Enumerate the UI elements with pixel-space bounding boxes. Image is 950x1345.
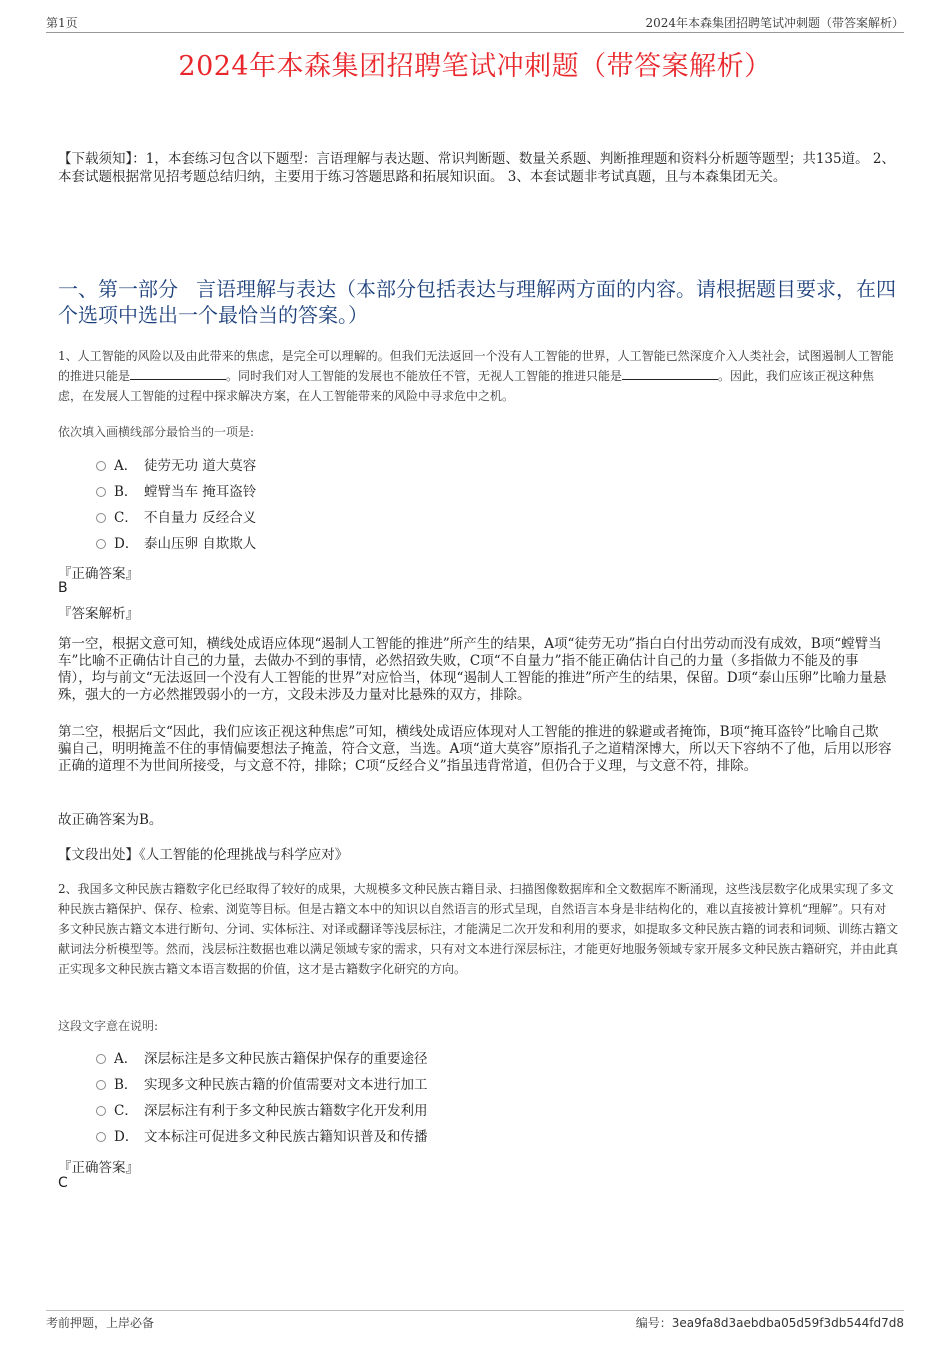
radio-icon[interactable] [96,1132,106,1142]
section-title: 言语理解与表达（本部分包括表达与理解两方面的内容。请根据题目要求，在四个选项中选出一个最恰当的答案。） [58,277,896,327]
question-1-answer-label: 『正确答案』 [58,566,139,582]
question-2-prompt: 这段文字意在说明: [58,1019,159,1033]
question-2-option-d[interactable] [96,1128,428,1146]
option-letter: B． [114,484,138,500]
option-letter: C． [114,1103,138,1119]
option-letter: B． [114,1077,138,1093]
radio-icon[interactable] [96,513,106,523]
option-text: 徒劳无功 道大莫容 [144,458,257,474]
option-letter: A． [114,1051,138,1067]
option-letter: D． [114,1129,139,1145]
header-doc-title: 2024年本森集团招聘笔试冲刺题（带答案解析） [645,16,904,30]
question-1-part-a: 1、人工智能的风险以及由此带来的焦虑，是完全可以理解的。但我们无法返回一个没有人工智能的世界，人工智能已然深度介入人类社会，试图遏制人工智能的推进只能是 [58,349,894,383]
option-text: 实现多文种民族古籍的价值需要对文本进行加工 [144,1077,428,1093]
radio-icon[interactable] [96,1080,106,1090]
question-2-option-b[interactable] [96,1076,428,1094]
question-1-prompt: 依次填入画横线部分最恰当的一项是: [58,425,255,439]
question-1-analysis-2: 第二空，根据后文“因此，我们应该正视这种焦虑”可知，横线处成语应体现对人工智能的推进的躲避或者掩饰，B项“掩耳盗铃”比喻自己欺骗自己，明明掩盖不住的事情偏要想法子掩盖，符合文意，当选。A项“道大莫容”原指孔子之道精深博大，所以天下容纳不了他，后用以形容正确的道理不为世间所接受，与文意不符，排除；C项“反经合义”指虽违背常道，但仍合于义理，与文意不符，排除。 [58,724,892,774]
radio-icon[interactable] [96,461,106,471]
question-2-text: 2、我国多文种民族古籍数字化已经取得了较好的成果，大规模多文种民族古籍目录、扫描图像数据库和全文数据库不断涌现，这些浅层数字化成果实现了多文种民族古籍保护、保存、检索、浏览等目标。但是古籍文本中的知识以自然语言的形式呈现，自然语言本身是非结构化的，难以直接被计算机“理解”。只有对多文种民族古籍文本进行断句、分词、实体标注、对译或翻译等浅层标注，才能满足二次开发和利用的要求，如提取多文种民族古籍的词表和词频、训练古籍文献词法分析模型等。然而，浅层标注数据也难以满足领域专家的需求，只有对文本进行深层标注，才能更好地服务领域专家开展多文种民族古籍研究，并由此真正实现多文种民族古籍文本语言数据的价值，这才是古籍数字化研究的方向。 [58,882,899,976]
page-number: 第1页 [46,16,78,30]
question-2-answer: C [58,1175,68,1191]
option-letter: A． [114,458,138,474]
question-1-text [58,346,898,406]
section-part: 一、第一部分 [58,277,178,301]
option-text: 深层标注是多文种民族古籍保护保存的重要途径 [144,1051,428,1067]
footer-code-value: 3ea9fa8d3aebdba05d59f3db544fd7d8 [671,1316,904,1330]
header-divider [46,32,904,33]
radio-icon[interactable] [96,1054,106,1064]
question-1-part-b: 。同时我们对人工智能的发展也不能放任不管，无视人工智能的推进只能是 [226,369,623,383]
download-notice: 【下载须知】：1，本套练习包含以下题型：言语理解与表达题、常识判断题、数量关系题、判断推理题和资料分析题等题型；共135道。 2、本套试题根据常见招考题总结归纳，主要用于练习答题思路和拓展知识面。 3、本套试题非考试真题，且与本森集团无关。 [58,151,895,185]
question-1-option-a[interactable] [96,457,256,475]
option-text: 不自量力 反经合义 [144,510,257,526]
question-1-analysis-1: 第一空，根据文意可知，横线处成语应体现“遏制人工智能的推进”所产生的结果，A项“徒劳无功”指白白付出劳动而没有成效，B项“螳臂当车”比喻不正确估计自己的力量，去做办不到的事情，必然招致失败，C项“不自量力”指不能正确估计自己的力量（多指做力不能及的事情），均与前文“无法返回一个没有人工智能的世界”对应恰当，体现“遏制人工智能的推进”所产生的结果，保留。D项“泰山压卵”比喻力量悬殊，强大的一方必然摧毁弱小的一方，文段未涉及力量对比悬殊的双方，排除。 [58,636,887,703]
option-letter: D． [114,536,139,552]
question-1-answer: B [58,580,68,596]
question-2-option-c[interactable] [96,1102,428,1120]
page-title: 2024年本森集团招聘笔试冲刺题（带答案解析） [178,51,772,82]
question-1-conclusion: 故正确答案为B。 [58,812,163,828]
question-2-option-a[interactable] [96,1050,428,1068]
question-1-option-c[interactable] [96,509,256,527]
footer-code [636,1314,904,1331]
radio-icon[interactable] [96,487,106,497]
footer-code-label: 编号： [635,1316,672,1330]
radio-icon[interactable] [96,539,106,549]
question-1-option-d[interactable] [96,535,256,553]
option-text: 文本标注可促进多文种民族古籍知识普及和传播 [144,1129,428,1145]
radio-icon[interactable] [96,1106,106,1116]
footer-divider [46,1310,904,1311]
option-text: 螳臂当车 掩耳盗铃 [144,484,257,500]
question-1-option-b[interactable] [96,483,256,501]
option-text: 泰山压卵 自欺欺人 [144,536,257,552]
option-text: 深层标注有利于多文种民族古籍数字化开发利用 [144,1103,428,1119]
footer-slogan: 考前押题，上岸必备 [46,1316,155,1330]
question-1-part-c: 。因此，我们应该正视这种焦虑，在发展人工智能的过程中探求解决方案，在人工智能带来的风险中寻求危中之机。 [58,369,875,403]
option-letter: C． [114,510,138,526]
fill-blank-1 [130,369,226,380]
fill-blank-2 [622,369,718,380]
question-2-answer-label: 『正确答案』 [58,1160,139,1176]
question-1-analysis-label: 『答案解析』 [58,606,139,622]
section-heading [58,276,898,328]
question-1-source: 【文段出处】《人工智能的伦理挑战与科学应对》 [58,847,349,863]
